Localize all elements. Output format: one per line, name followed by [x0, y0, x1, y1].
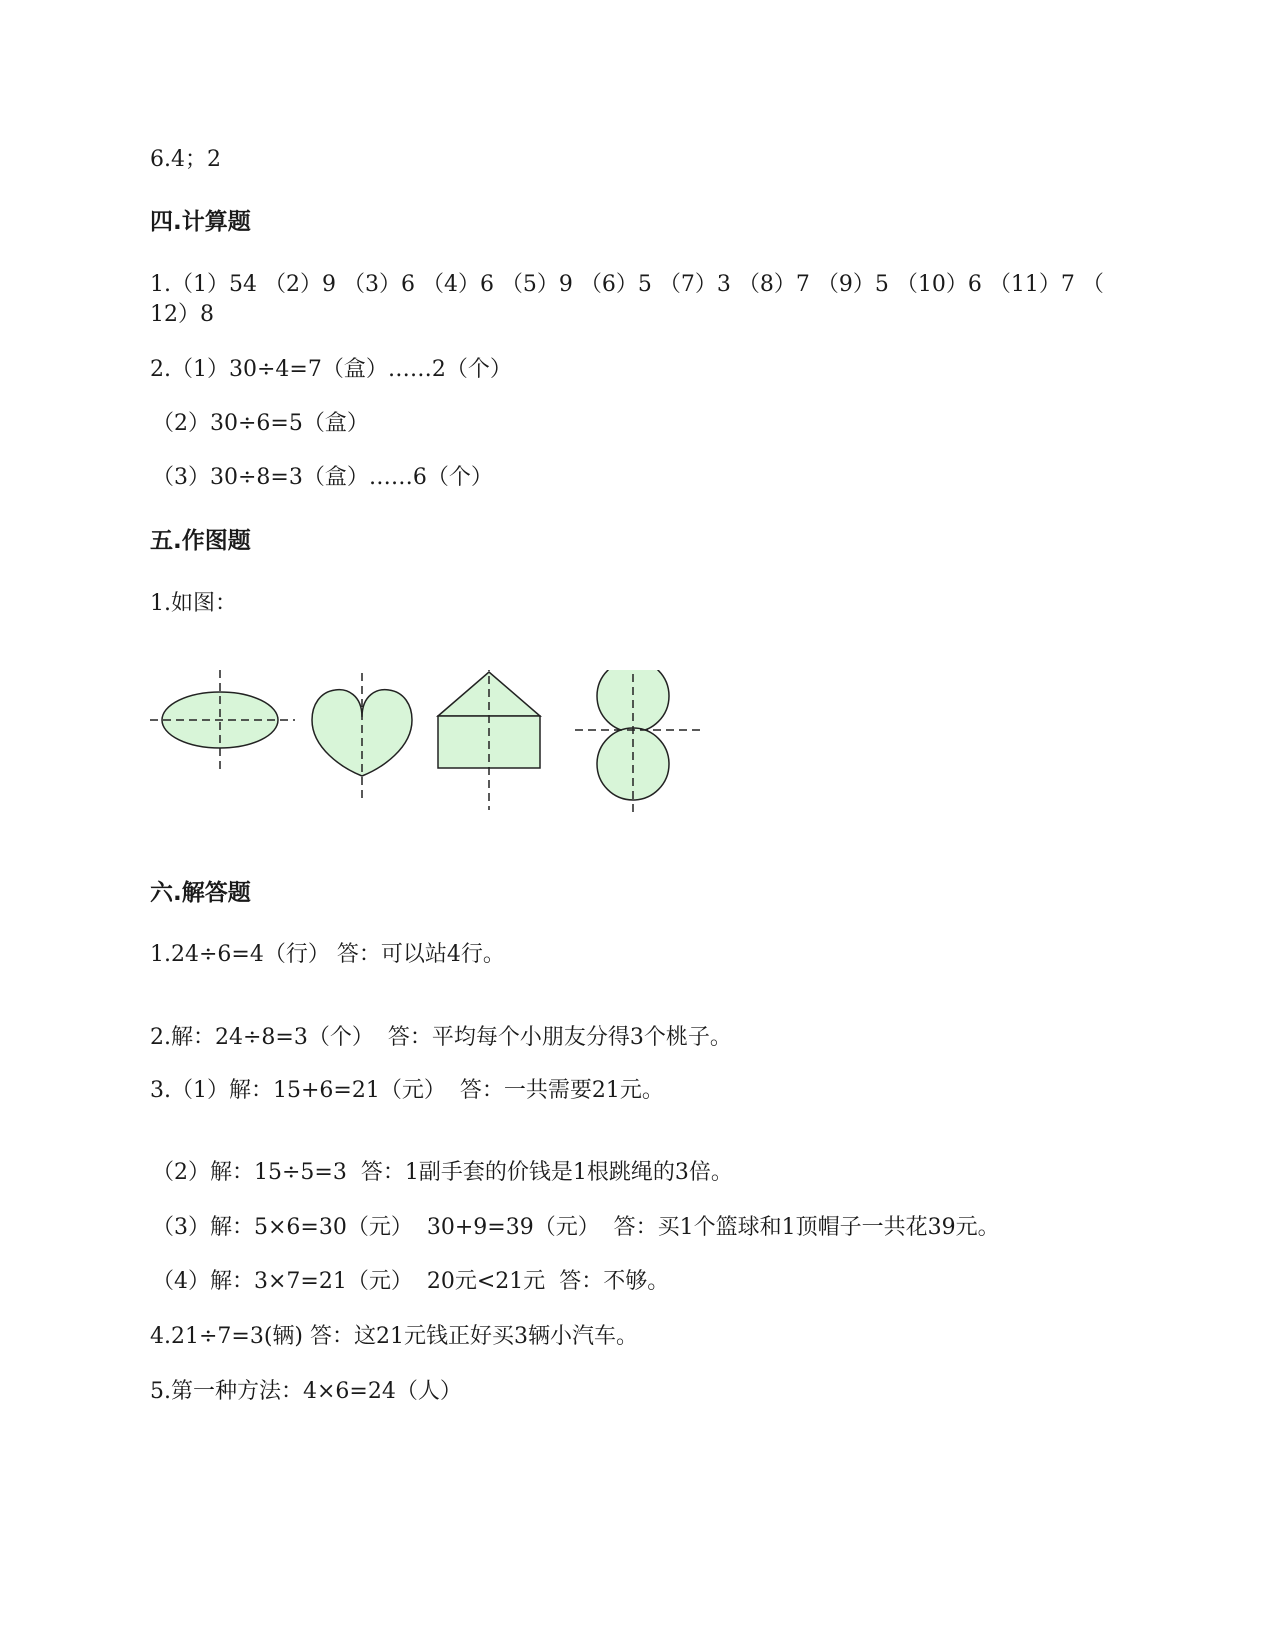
- solution-1: 1.24÷6=4（行） 答：可以站4行。: [150, 942, 505, 967]
- answer-line: 6.4；2: [150, 147, 221, 172]
- section-heading-solutions: 六.解答题: [150, 880, 251, 906]
- solution-2: 2.解：24÷8=3（个） 答：平均每个小朋友分得3个桃子。: [150, 1025, 732, 1050]
- heart-shape: [312, 670, 412, 800]
- symmetry-figures: [150, 670, 730, 850]
- calc-q2-part1: 2.（1）30÷4=7（盒）……2（个）: [150, 357, 512, 382]
- figure-eight-shape: [575, 670, 705, 815]
- house-shape: [438, 670, 540, 810]
- ellipse-shape: [150, 670, 295, 770]
- solution-3-part3: （3）解：5×6=30（元） 30+9=39（元） 答：买1个篮球和1顶帽子一共花39元。: [152, 1215, 1000, 1240]
- solution-3-part4: （4）解：3×7=21（元） 20元<21元 答：不够。: [152, 1269, 670, 1294]
- calc-q1-line2: 12）8: [150, 302, 214, 327]
- calc-q2-part3: （3）30÷8=3（盒）……6（个）: [152, 465, 493, 490]
- drawing-q1: 1.如图：: [150, 591, 237, 616]
- solution-3-part1: 3.（1）解：15+6=21（元） 答：一共需要21元。: [150, 1078, 664, 1103]
- calc-q2-part2: （2）30÷6=5（盒）: [152, 411, 369, 436]
- calc-q1-line1: 1.（1）54 （2）9 （3）6 （4）6 （5）9 （6）5 （7）3 （8）7 （9）5 （10）6 （11）7 （: [150, 272, 1104, 297]
- solution-4: 4.21÷7=3(辆) 答：这21元钱正好买3辆小汽车。: [150, 1324, 638, 1349]
- section-heading-drawing: 五.作图题: [150, 528, 251, 554]
- solution-5: 5.第一种方法：4×6=24（人）: [150, 1379, 462, 1404]
- solution-3-part2: （2）解：15÷5=3 答：1副手套的价钱是1根跳绳的3倍。: [152, 1160, 733, 1185]
- section-heading-calculation: 四.计算题: [150, 209, 251, 235]
